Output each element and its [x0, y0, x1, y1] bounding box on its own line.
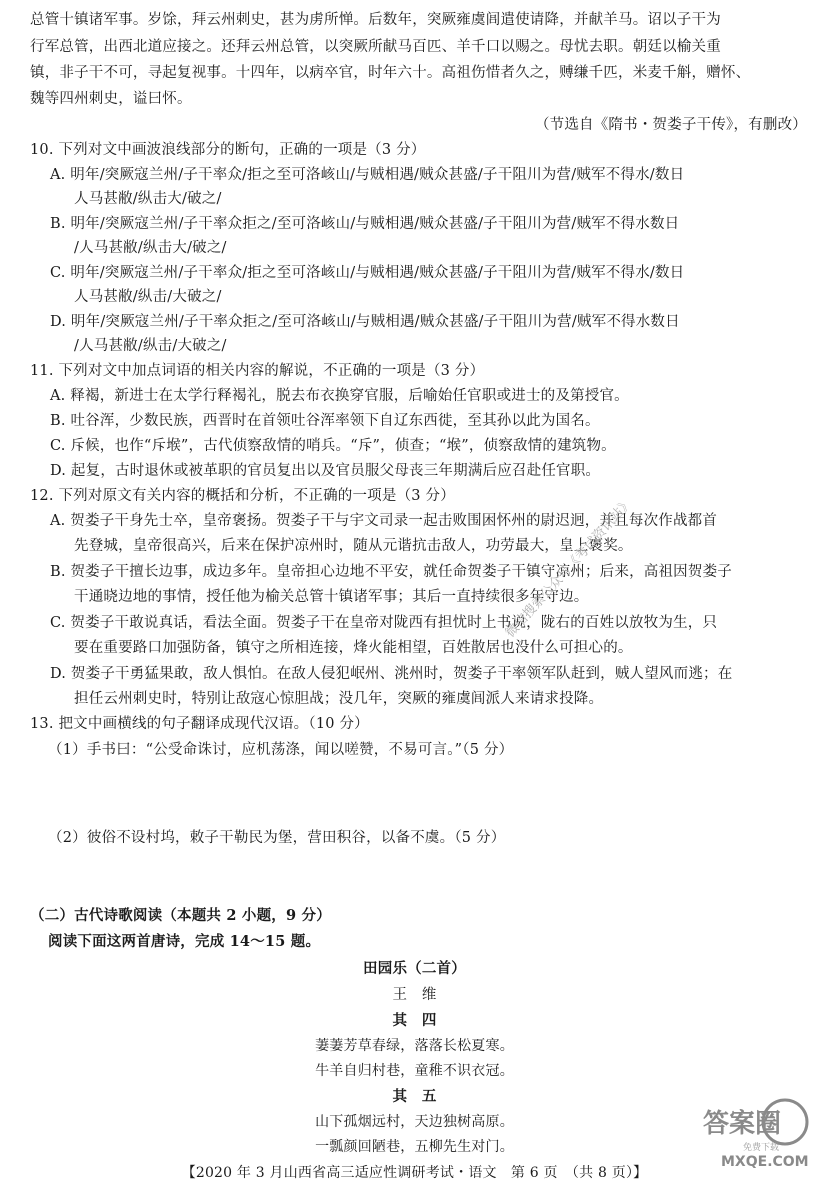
passage-line: 魏等四州刺史，谥曰怀。: [30, 91, 192, 107]
passage-source: （节选自《隋书・贺娄子干传》，有删改）: [534, 117, 807, 133]
option-c-cont: 要在重要路口加强防备，镇守之所相连接，烽火能相望，百姓散居也没什么可担心的。: [74, 640, 633, 656]
question-stem: 11. 下列对文中加点词语的相关内容的解说，不正确的一项是（3 分）: [30, 363, 485, 379]
option-c: C. 明年/突厥寇兰州/子干率众/拒之至可洛峐山/与贼相遇/贼众甚盛/子干阻川为营/贼军不得水/数日: [50, 265, 685, 281]
section-instruction: 阅读下面这两首唐诗，完成 14～15 题。: [48, 933, 321, 950]
poem-part-title: 其 四: [392, 1012, 437, 1029]
passage-line: 行军总管，出西北道应接之。还拜云州总管，以突厥所献马百匹、羊千口以赐之。母忧去职。朝廷以榆关重: [30, 39, 721, 55]
option-d: D. 明年/突厥寇兰州/子干率众拒之/至可洛峐山/与贼相遇/贼众甚盛/子干阻川为营/贼军不得水数日: [50, 314, 680, 330]
logo-sub-text: MXQE.COM: [721, 1154, 809, 1170]
question-stem: 13. 把文中画横线的句子翻译成现代汉语。（10 分）: [30, 716, 369, 732]
question-stem: 10. 下列对文中画波浪线部分的断句，正确的一项是（3 分）: [30, 142, 426, 158]
page-footer: 【2020 年 3 月山西省高三适应性调研考试・语文 第 6 页 （共 8 页）】: [181, 1165, 648, 1181]
option-d: D. 起复，古时退休或被革职的官员复出以及官员服父母丧三年期满后应召赴任官职。: [50, 463, 601, 479]
option-b-cont: /人马甚敝/纵击大/破之/: [74, 240, 227, 256]
option-a-cont: 人马甚敝/纵击大/破之/: [74, 191, 222, 207]
question-stem: 12. 下列对原文有关内容的概括和分析，不正确的一项是（3 分）: [30, 488, 455, 504]
poem-line: 牛羊自归村巷，童稚不识衣冠。: [315, 1063, 514, 1079]
option-b: B. 贺娄子干擅长边事，成边多年。皇帝担心边地不平安，就任命贺娄子干镇守凉州；后来，高祖因贺娄子: [50, 564, 732, 580]
option-a-cont: 先登城，皇帝很高兴，后来在保护凉州时，随从元谐抗击敌人，功劳最大，皇上褒奖。: [74, 538, 633, 554]
option-b-cont: 干通晓边地的事情，授任他为榆关总管十镇诸军事；其后一直持续很多年守边。: [74, 589, 589, 605]
passage-line: 总管十镇诸军事。岁馀，拜云州刺史，甚为虏所惮。后数年，突厥雍虞闾遣使请降，并献羊马。诏以子干为: [30, 12, 721, 28]
poem-author: 王 维: [392, 987, 437, 1003]
option-a: A. 释褐，新进士在太学行释褐礼，脱去布衣换穿官服，后喻始任官职或进士的及第授官。: [50, 388, 629, 404]
poem-line: 萋萋芳草春绿，落落长松夏寒。: [315, 1038, 514, 1054]
poem-line: 山下孤烟远村，天边独树高原。: [315, 1114, 514, 1130]
option-c: C. 贺娄子干敢说真话，看法全面。贺娄子干在皇帝对陇西有担忧时上书说，陇右的百姓以放牧为生，只: [50, 615, 718, 631]
option-d-cont: /人马甚敝/纵击/大破之/: [74, 338, 227, 354]
poem-title: 田园乐（二首）: [363, 960, 466, 977]
watermark-text: 微信搜索公众号《考试资讯站》: [502, 495, 636, 641]
section-heading: （二）古代诗歌阅读（本题共 2 小题，9 分）: [30, 907, 331, 924]
option-c-cont: 人马甚敝/纵击/大破之/: [74, 289, 222, 305]
option-a: A. 贺娄子干身先士卒，皇帝褒扬。贺娄子干与宇文司录一起击败围困怀州的尉迟迥，并且每次作战都首: [50, 513, 718, 529]
option-b: B. 明年/突厥寇兰州/子干率众拒之/至可洛峐山/与贼相遇/贼众甚盛/子干阻川为营/贼军不得水数日: [50, 216, 680, 232]
logo-tagline-text: 免费下载: [743, 1143, 780, 1153]
passage-line: 镇，非子干不可，寻起复视事。十四年，以病卒官，时年六十。高祖伤惜者久之，赙缣千匹，米麦千斛，赠怀、: [30, 65, 751, 81]
option-a: A. 明年/突厥寇兰州/子干率众/拒之至可洛峐山/与贼相遇/贼众甚盛/子干阻川为营/贼军不得水/数日: [50, 167, 685, 183]
site-logo-icon: [693, 1092, 813, 1170]
option-c: C. 斥候，也作“斥堠”，古代侦察敌情的哨兵。“斥”，侦查；“堠”，侦察敌情的建筑物。: [50, 438, 616, 454]
option-d-cont: 担任云州刺史时，特别让敌寇心惊胆战；没几年，突厥的雍虞闾派人来请求投降。: [74, 691, 604, 707]
poem-part-title: 其 五: [392, 1088, 437, 1105]
logo-main-text: 答案圈: [703, 1109, 782, 1139]
translation-item-2: （2）彼俗不设村坞，敕子干勒民为堡，营田积谷，以备不虞。（5 分）: [48, 830, 506, 846]
option-b: B. 吐谷浑，少数民族，西晋时在首领吐谷浑率领下自辽东西徙，至其孙以此为国名。: [50, 413, 600, 429]
translation-item-1: （1）手书曰：“公受命诛讨，应机荡涤，闻以嗟赞，不易可言。”（5 分）: [48, 742, 514, 758]
poem-line: 一瓢颜回陋巷，五柳先生对门。: [315, 1139, 514, 1155]
option-d: D. 贺娄子干勇猛果敢，敌人惧怕。在敌人侵犯岷州、洮州时，贺娄子干率领军队赶到，贼人望风而逃；在: [50, 666, 733, 682]
